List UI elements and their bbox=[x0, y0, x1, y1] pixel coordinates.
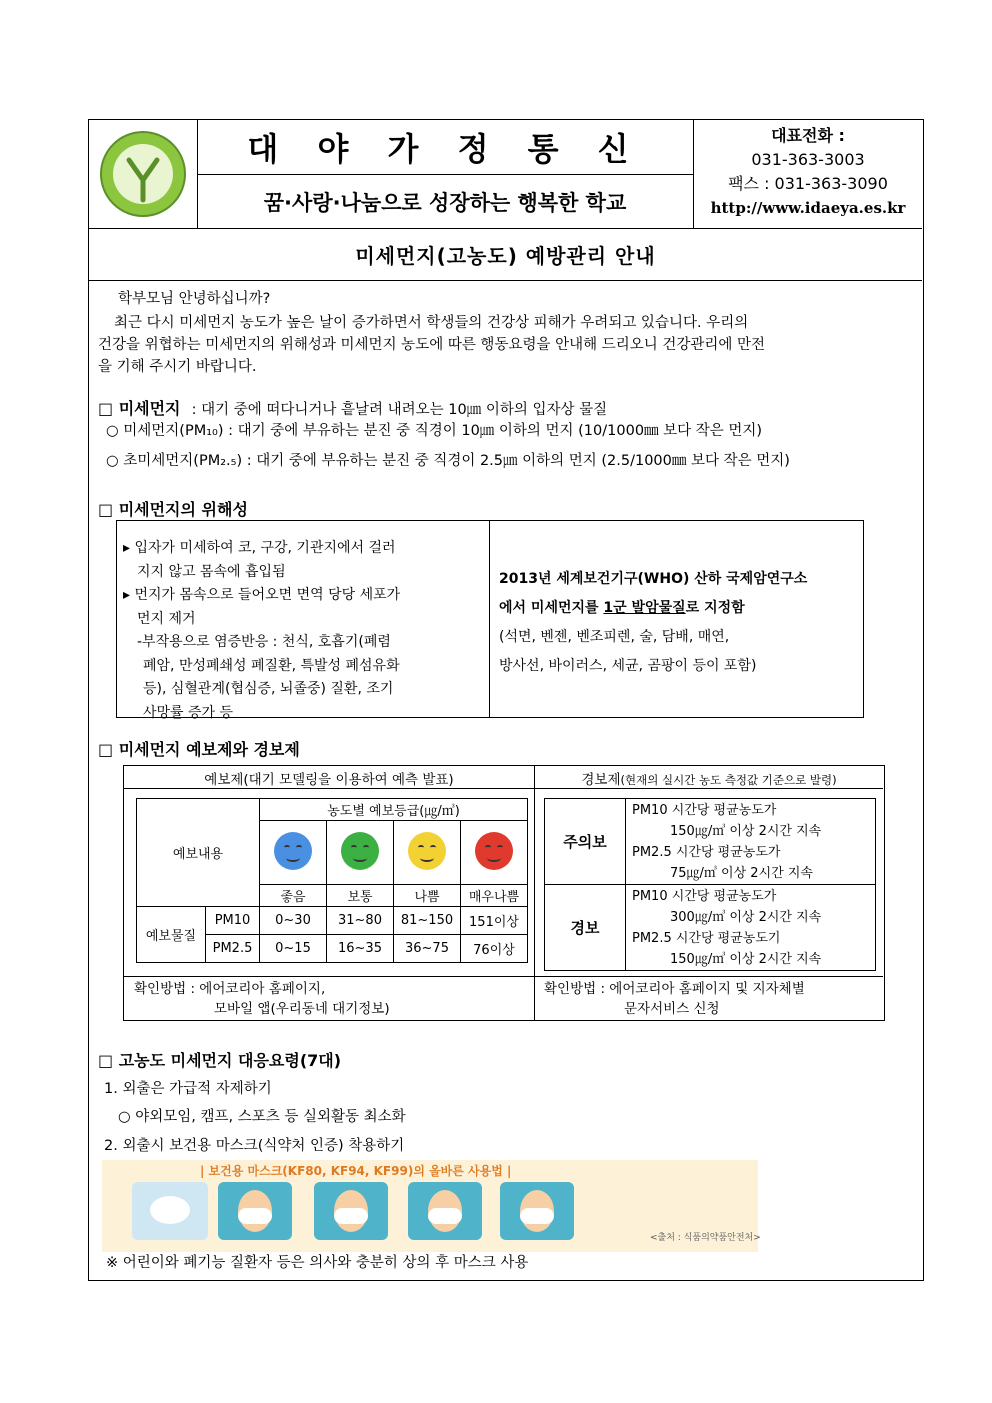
newsletter-title: 대 야 가 정 통 신 bbox=[197, 120, 693, 175]
intro-line-2: 건강을 위협하는 미세먼지의 위해성과 미세먼지 농도에 따른 행동요령을 안내해 드리오니 건강관리에 만전 bbox=[98, 337, 766, 353]
grade-value: 16~35 bbox=[327, 935, 394, 963]
grade-value: 151이상 bbox=[461, 907, 528, 935]
forecast-title: 예보제(대기 모델링을 이용하여 예측 발표) bbox=[204, 772, 454, 788]
harm-line: 먼지 제거 bbox=[137, 610, 196, 627]
grade-header: 농도별 예보등급(㎍/㎥) bbox=[260, 799, 528, 821]
mask-step-icon bbox=[500, 1182, 574, 1240]
definition-section bbox=[98, 396, 607, 419]
harm-line: 사망률 증가 등 bbox=[143, 704, 234, 721]
title-cell bbox=[197, 120, 694, 228]
mask-guide-image bbox=[102, 1160, 761, 1252]
school-slogan: 꿈·사랑·나눔으로 성장하는 행복한 학교 bbox=[263, 190, 627, 215]
mask-step-icon bbox=[314, 1182, 388, 1240]
fax-number: 팩스 : 031-363-3090 bbox=[728, 174, 888, 193]
grade-value: 36~75 bbox=[394, 935, 461, 963]
mask-note: ※ 어린이와 폐기능 질환자 등은 의사와 충분히 상의 후 마스크 사용 bbox=[106, 1255, 529, 1271]
forecast-check: 확인방법 : 에어코리아 홈페이지, 모바일 앱(우리동네 대기정보) bbox=[134, 981, 390, 1017]
harm-line: 폐암, 만성폐쇄성 폐질환, 특발성 폐섬유화 bbox=[143, 657, 400, 674]
substance-label: 예보물질 bbox=[137, 907, 206, 963]
grade-label: 보통 bbox=[327, 885, 394, 907]
content-label: 예보내용 bbox=[137, 799, 260, 907]
pm10-definition: ○ 미세먼지(PM₁₀) : 대기 중에 부유하는 분진 중 직경이 10㎛ 이하의 먼지 (10/1000㎜ 보다 작은 먼지) bbox=[106, 423, 763, 439]
grade-label: 매우나쁨 bbox=[461, 885, 528, 907]
carcinogen-examples-2: 방사선, 바이러스, 세균, 곰팡이 등이 포함) bbox=[499, 658, 757, 674]
intro-line-3: 을 기해 주시기 바랍니다. bbox=[98, 359, 257, 375]
face-bad-cell bbox=[394, 821, 461, 885]
response-item-1: 1. 외출은 가급적 자제하기 bbox=[104, 1081, 272, 1097]
logo-cell bbox=[89, 120, 198, 228]
mask-source: <출처 : 식품의약품안전처> bbox=[650, 1233, 761, 1243]
harm-right bbox=[499, 565, 861, 681]
harm-box bbox=[116, 520, 864, 721]
row-name: PM2.5 bbox=[206, 935, 260, 963]
alert-check: 확인방법 : 에어코리아 홈페이지 및 지자체별 문자서비스 신청 bbox=[544, 981, 805, 1017]
mask-step-icon bbox=[408, 1182, 482, 1240]
forecast-heading: □ 미세먼지 예보제와 경보제 bbox=[98, 740, 300, 759]
contact-cell bbox=[694, 120, 922, 228]
grade-value: 0~30 bbox=[260, 907, 327, 935]
grade-value: 31~80 bbox=[327, 907, 394, 935]
harm-heading: □ 미세먼지의 위해성 bbox=[98, 500, 248, 519]
alert-criteria: PM10 시간당 평균농도가 300㎍/㎥ 이상 2시간 지속 PM2.5 시간당 평균농도기 150㎍/㎥ 이상 2시간 지속 bbox=[626, 885, 876, 971]
definition-desc: : 대기 중에 떠다니거나 흩날려 내려오는 10㎛ 이하의 입자상 물질 bbox=[191, 402, 608, 418]
alert-table bbox=[544, 798, 876, 971]
school-logo-icon bbox=[89, 120, 197, 228]
mask-step-icon bbox=[132, 1182, 208, 1240]
phone-label: 대표전화 : bbox=[771, 126, 845, 145]
carcinogen-examples-1: (석면, 벤젠, 벤조피렌, 술, 담배, 매연, bbox=[499, 629, 730, 645]
harm-line: -부작용으로 염증반응 : 천식, 호흡기(폐렴 bbox=[137, 634, 391, 650]
harm-line: 등), 심혈관계(협심증, 뇌졸중) 질환, 조기 bbox=[143, 681, 394, 697]
grade-label: 좋음 bbox=[260, 885, 327, 907]
who-statement-2: 에서 미세먼지를 1군 발암물질로 지정함 bbox=[499, 600, 745, 616]
mask-banner: | 보건용 마스크(KF80, KF94, KF99)의 올바른 사용법 | bbox=[200, 1164, 512, 1178]
school-url[interactable]: http://www.idaeya.es.kr bbox=[710, 199, 906, 217]
face-good-icon bbox=[274, 832, 312, 870]
alert-label: 주의보 bbox=[545, 799, 626, 885]
grade-label: 나쁨 bbox=[394, 885, 461, 907]
forecast-table bbox=[136, 798, 528, 963]
greeting: 학부모님 안녕하십니까? bbox=[118, 291, 271, 307]
response-item-2: 2. 외출시 보건용 마스크(식약처 인증) 착용하기 bbox=[104, 1138, 405, 1154]
notice-title: 미세먼지(고농도) 예방관리 안내 bbox=[89, 228, 922, 281]
face-very-bad-icon bbox=[475, 832, 513, 870]
phone-number: 031-363-3003 bbox=[751, 150, 865, 169]
grade-value: 0~15 bbox=[260, 935, 327, 963]
harm-left bbox=[123, 537, 483, 725]
harm-line: ▸ 입자가 미세하여 코, 구강, 기관지에서 걸러 bbox=[123, 540, 396, 556]
face-good-cell bbox=[260, 821, 327, 885]
row-name: PM10 bbox=[206, 907, 260, 935]
alert-label: 경보 bbox=[545, 885, 626, 971]
pm25-definition: ○ 초미세먼지(PM₂.₅) : 대기 중에 부유하는 분진 중 직경이 2.5㎛ 이하의 먼지 (2.5/1000㎜ 보다 작은 먼지) bbox=[106, 453, 790, 469]
alert-title: 경보제(현재의 실시간 농도 측정값 기준으로 발령) bbox=[581, 772, 837, 788]
face-bad-icon bbox=[408, 832, 446, 870]
face-normal-cell bbox=[327, 821, 394, 885]
forecast-box bbox=[123, 765, 885, 1021]
who-statement-1: 2013년 세계보건기구(WHO) 산하 국제암연구소 bbox=[499, 571, 808, 587]
response-heading: □ 고농도 미세먼지 대응요령(7대) bbox=[98, 1051, 342, 1070]
carcinogen-group: 1군 발암물질 bbox=[603, 600, 686, 616]
response-item-1-sub: ○ 야외모임, 캠프, 스포츠 등 실외활동 최소화 bbox=[118, 1109, 406, 1125]
harm-line: ▸ 먼지가 몸속으로 들어오면 면역 당당 세포가 bbox=[123, 587, 401, 603]
face-very-bad-cell bbox=[461, 821, 528, 885]
grade-value: 76이상 bbox=[461, 935, 528, 963]
alert-criteria: PM10 시간당 평균농도가 150㎍/㎥ 이상 2시간 지속 PM2.5 시간당 평균농도가 75㎍/㎥ 이상 2시간 지속 bbox=[626, 799, 876, 885]
face-normal-icon bbox=[341, 832, 379, 870]
harm-line: 지지 않고 몸속에 흡입됨 bbox=[137, 563, 286, 580]
header bbox=[89, 120, 922, 229]
grade-value: 81~150 bbox=[394, 907, 461, 935]
intro-line-1: 최근 다시 미세먼지 농도가 높은 날이 증가하면서 학생들의 건강상 피해가 우려되고 있습니다. 우리의 bbox=[114, 315, 749, 331]
mask-step-icon bbox=[218, 1182, 292, 1240]
definition-heading: □ 미세먼지 bbox=[98, 399, 181, 418]
